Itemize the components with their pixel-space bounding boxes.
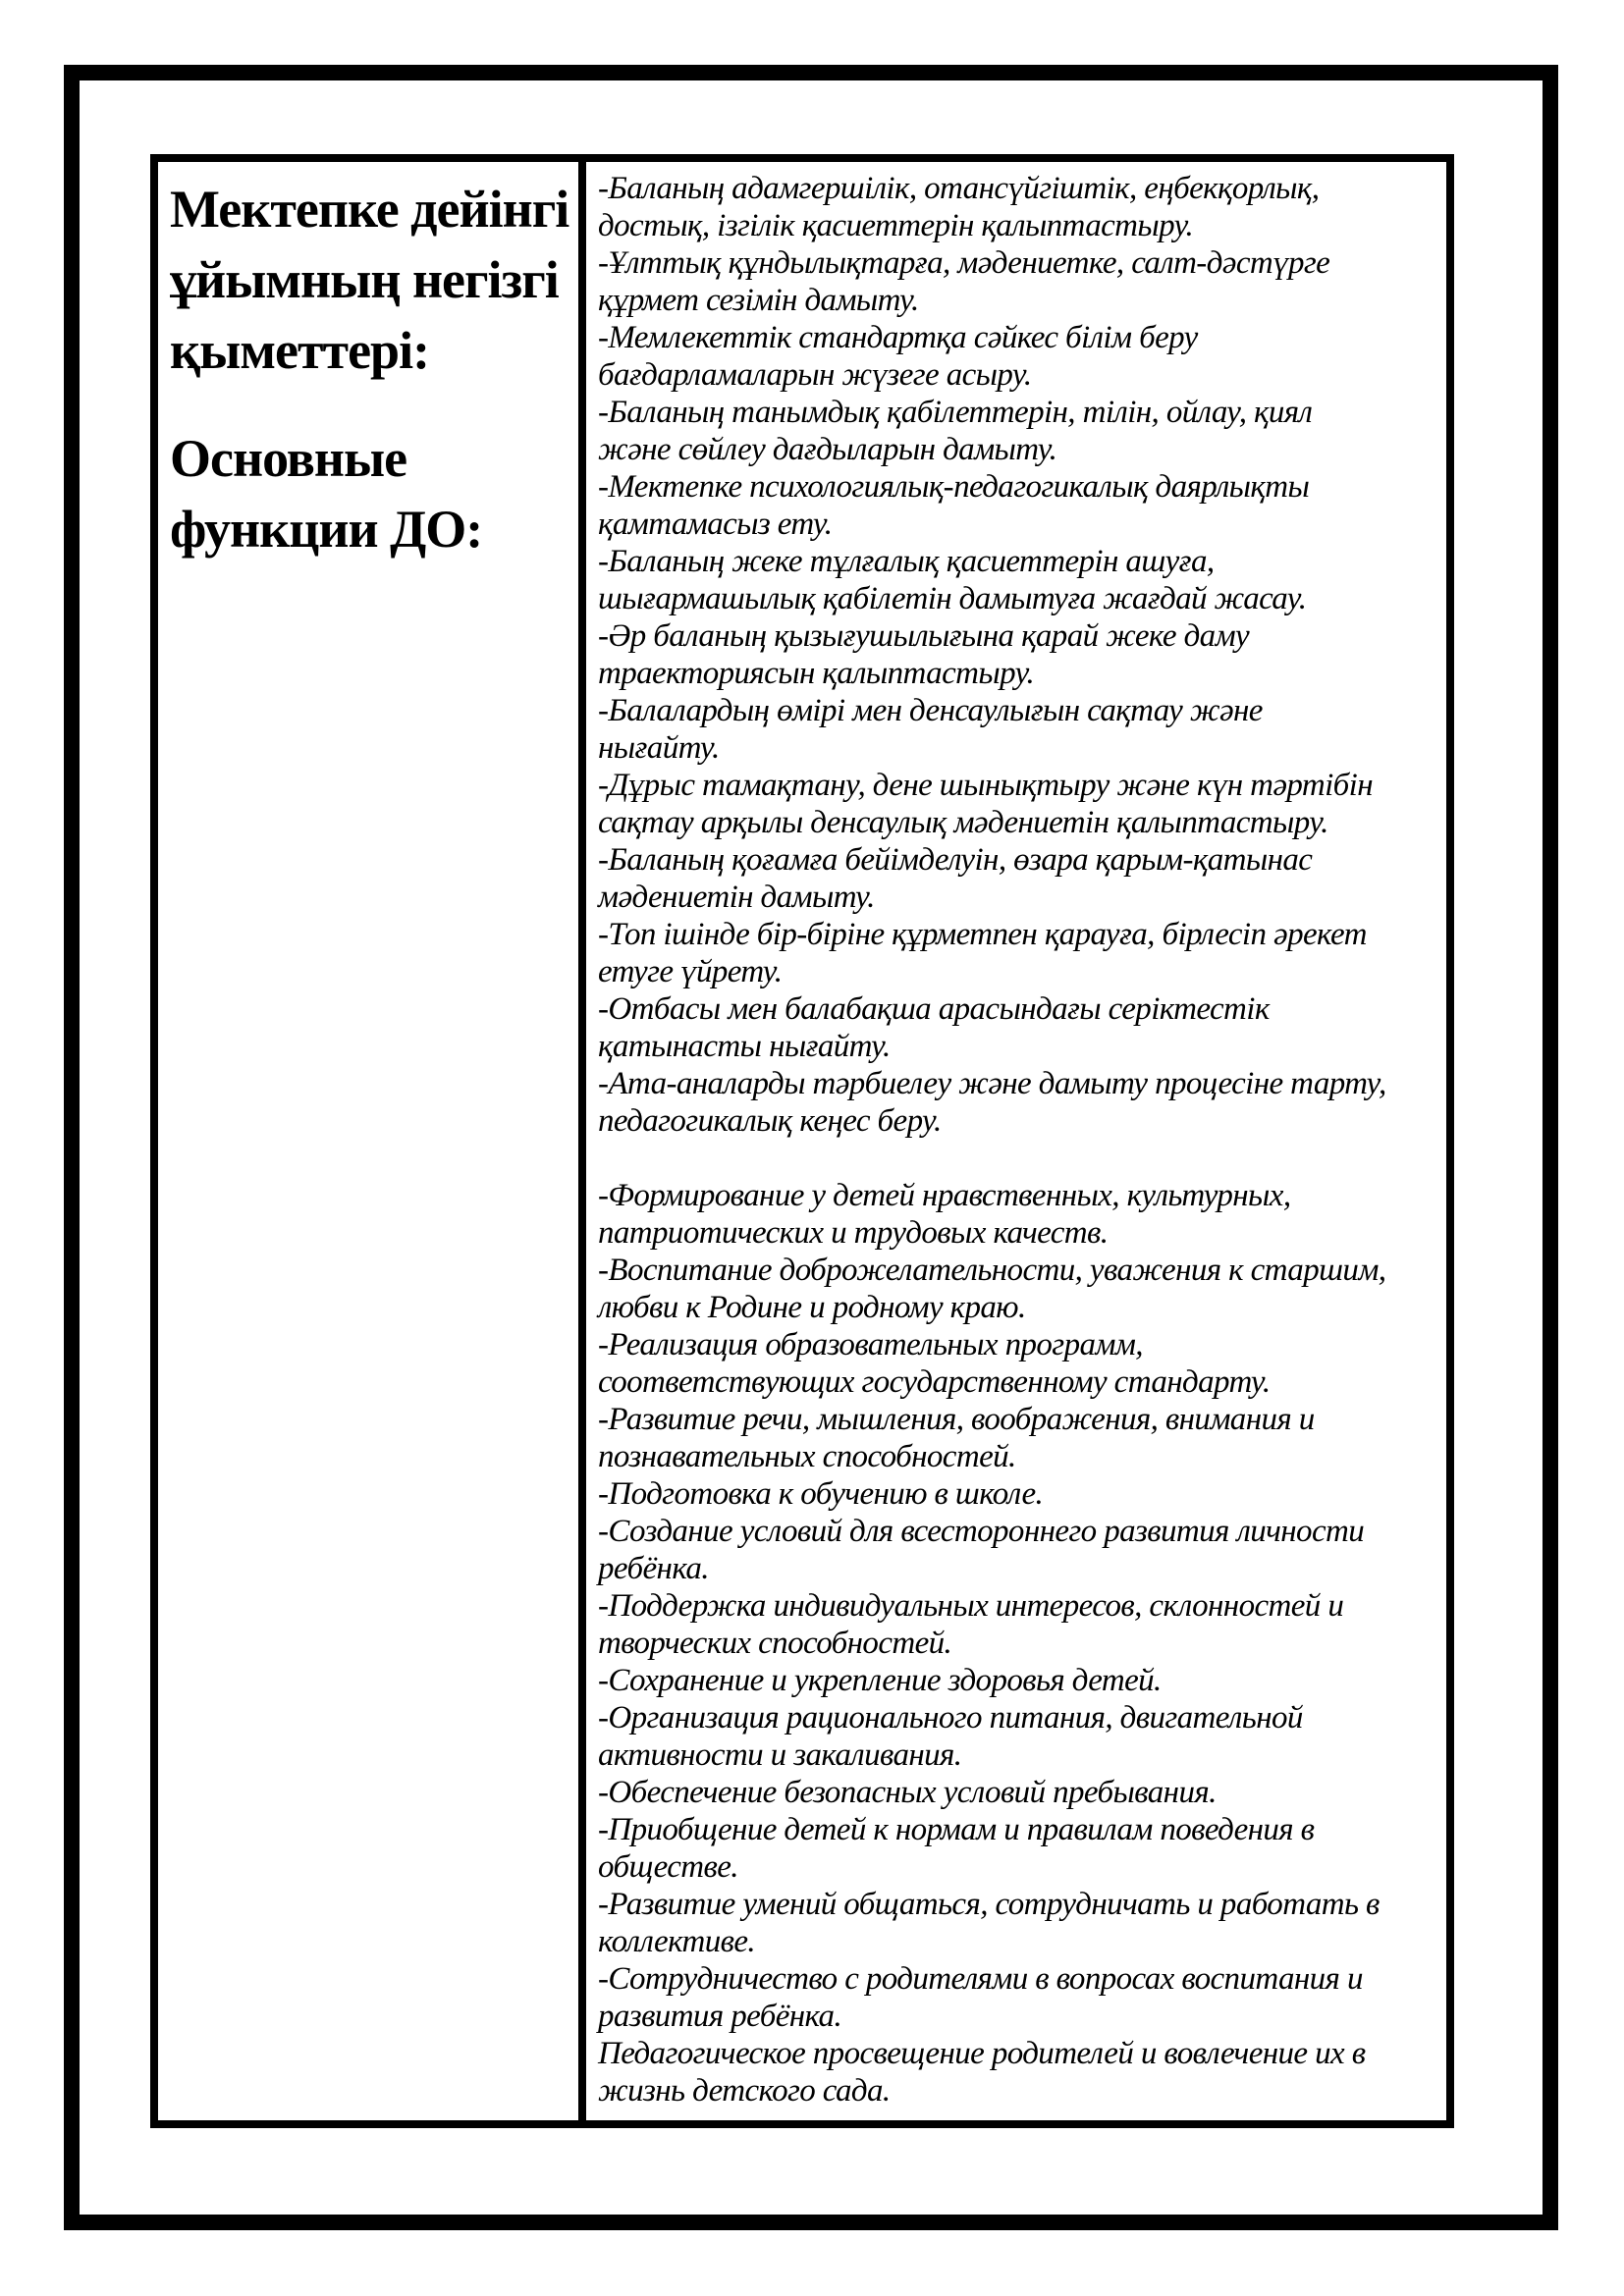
text-line: -Подготовка к обучению в школе. bbox=[598, 1476, 1044, 1512]
text-line: Педагогическое просвещение родителей и вовлечение их в bbox=[598, 2036, 1366, 2071]
text-line: -Баланың адамгершілік, отансүйгіштік, еңбекқорлық, bbox=[598, 171, 1320, 206]
text-line: шығармашылық қабілетін дамытуға жағдай жасау. bbox=[598, 581, 1307, 616]
text-line: -Дұрыс тамақтану, дене шынықтыру және күн тәртібін bbox=[598, 768, 1373, 803]
title-line: қыметтері: bbox=[170, 321, 430, 380]
text-line: -Поддержка индивидуальных интересов, склонностей и bbox=[598, 1588, 1344, 1624]
text-line: -Баланың танымдық қабілеттерін, тілін, ойлау, қиял bbox=[598, 395, 1313, 430]
text-line: -Сотрудничество с родителями в вопросах воспитания и bbox=[598, 1961, 1363, 1997]
title-russian bbox=[170, 423, 574, 564]
functions-list-russian bbox=[598, 1177, 1440, 2109]
text-line: -Мемлекеттік стандартқа сәйкес білім беру bbox=[598, 320, 1198, 355]
functions-list-kazakh bbox=[598, 170, 1440, 1140]
text-line: педагогикалық кеңес беру. bbox=[598, 1103, 942, 1139]
text-line: активности и закаливания. bbox=[598, 1737, 962, 1773]
text-line: -Воспитание доброжелательности, уважения к старшим, bbox=[598, 1253, 1386, 1288]
text-line: -Развитие умений общаться, сотрудничать и работать в bbox=[598, 1887, 1380, 1922]
body-cell bbox=[586, 162, 1446, 2120]
text-line: сақтау арқылы денсаулық мәдениетін қалыптастыру. bbox=[598, 805, 1328, 840]
text-line: патриотических и трудовых качеств. bbox=[598, 1215, 1109, 1251]
text-line: қамтамасыз ету. bbox=[598, 507, 833, 542]
text-line: творческих способностей. bbox=[598, 1626, 952, 1661]
text-line: коллективе. bbox=[598, 1924, 756, 1959]
title-kazakh bbox=[170, 174, 574, 386]
text-line: -Сохранение и укрепление здоровья детей. bbox=[598, 1663, 1162, 1698]
text-line: -Обеспечение безопасных условий пребывания. bbox=[598, 1775, 1217, 1810]
title-line: ұйымның негізгі bbox=[170, 250, 559, 309]
text-line: -Әр баланың қызығушылығына қарай жеке даму bbox=[598, 618, 1250, 654]
text-line: -Создание условий для всестороннего развития личности bbox=[598, 1514, 1365, 1549]
text-line: -Мектепке психологиялық-педагогикалық даярлықты bbox=[598, 469, 1310, 505]
text-line: -Баланың жеке тұлғалық қасиеттерін ашуға, bbox=[598, 544, 1215, 579]
text-line: етуге үйрету. bbox=[598, 954, 783, 989]
text-line: қатынасты нығайту. bbox=[598, 1029, 891, 1064]
title-gap bbox=[170, 386, 574, 423]
title-line: функции ДО: bbox=[170, 500, 483, 559]
text-line: мәдениетін дамыту. bbox=[598, 880, 875, 915]
text-line: және сөйлеу дағдыларын дамыту. bbox=[598, 432, 1057, 467]
text-line: -Баланың қоғамға бейімделуін, өзара қарым-қатынас bbox=[598, 842, 1313, 878]
text-line: құрмет сезімін дамыту. bbox=[598, 283, 919, 318]
text-line: познавательных способностей. bbox=[598, 1439, 1016, 1474]
text-line: -Приобщение детей к нормам и правилам поведения в bbox=[598, 1812, 1315, 1847]
text-line: -Реализация образовательных программ, bbox=[598, 1327, 1143, 1362]
text-line: -Топ ішінде бір-біріне құрметпен қарауға, бірлесіп әрекет bbox=[598, 917, 1367, 952]
text-line: -Формирование у детей нравственных, культурных, bbox=[598, 1178, 1291, 1213]
text-line: развития ребёнка. bbox=[598, 1999, 842, 2034]
text-line: жизнь детского сада. bbox=[598, 2073, 891, 2109]
text-line: -Развитие речи, мышления, воображения, внимания и bbox=[598, 1402, 1315, 1437]
title-line: Основные bbox=[170, 429, 407, 488]
text-line: нығайту. bbox=[598, 730, 720, 766]
title-line: Мектепке дейінгі bbox=[170, 180, 569, 239]
text-line: -Отбасы мен балабақша арасындағы серіктестік bbox=[598, 991, 1270, 1027]
header-cell bbox=[158, 162, 586, 2120]
functions-table bbox=[150, 154, 1454, 2128]
text-line: обществе. bbox=[598, 1849, 738, 1885]
text-line: -Балалардың өмірі мен денсаулығын сақтау және bbox=[598, 693, 1263, 728]
text-line: соответствующих государственному стандарту. bbox=[598, 1364, 1271, 1400]
text-line: достық, ізгілік қасиеттерін қалыптастыру. bbox=[598, 208, 1194, 243]
section-gap bbox=[598, 1140, 1440, 1177]
text-line: -Организация рационального питания, двигательной bbox=[598, 1700, 1303, 1735]
text-line: любви к Родине и родному краю. bbox=[598, 1290, 1026, 1325]
text-line: ребёнка. bbox=[598, 1551, 709, 1586]
text-line: бағдарламаларын жүзеге асыру. bbox=[598, 357, 1032, 393]
text-line: траекториясын қалыптастыру. bbox=[598, 656, 1035, 691]
text-line: -Ата-аналарды тәрбиелеу және дамыту процесіне тарту, bbox=[598, 1066, 1386, 1101]
text-line: -Ұлттық құндылықтарға, мәдениетке, салт-дәстүрге bbox=[598, 245, 1330, 281]
